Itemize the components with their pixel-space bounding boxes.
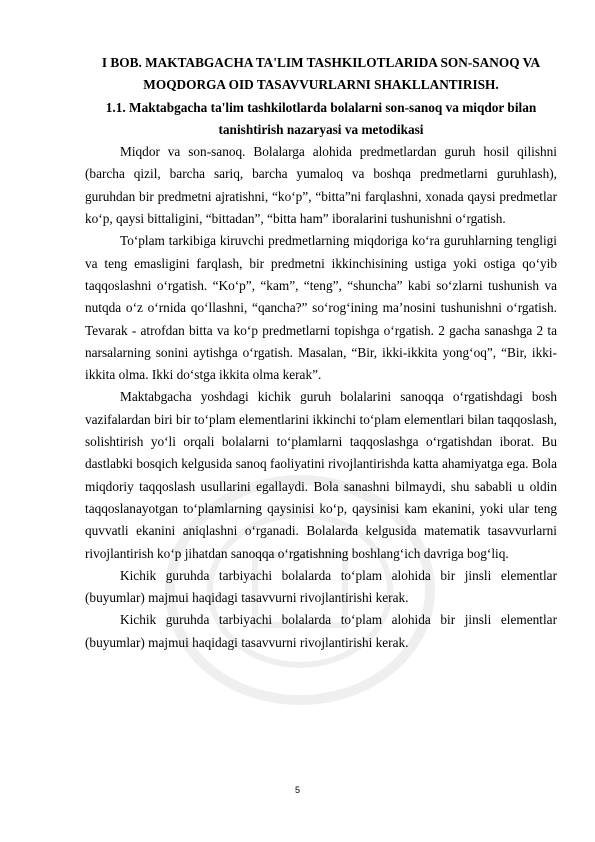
paragraph-4: Kichik guruhda tarbiyachi bolalarda to‘plam alohida bir jinsli elementlar (buyumlar) majmui haqidagi tasavvurni rivojlantirishi kerak.	[85, 567, 557, 606]
paragraph-3: Maktabgacha yoshdagi kichik guruh bolalarini sanoqqa o‘rgatishdagi bosh vazifalardan biri bir to‘plam elementlarini ikkinchi to‘plam elementlari bilan taqqoslash, solishtirish yo‘li orqali bolalarni to‘plamlarni taqqoslashga o‘rgatishdan iborat. Bu dastlabki bosqich kelgusida sanoq faoliyatini rivojlantirishda katta ahamiyatga ega. Bola miqdoriy taqqoslash usullarini egallaydi. Bola sanashni bilmaydi, shu sababli u oldin taqqoslanayotgan to‘plamlarning qaysinisi ko‘p, qaysinisi kam ekanini, yoki ular teng quvvatli ekanini aniqlashni o‘rganadi. Bolalarda kelgusida matematik tasavvurlarni rivojlantirish ko‘p jihatdan sanoqqa o‘rgatishning boshlang‘ich davriga bog‘liq.	[85, 389, 557, 561]
document-page	[85, 52, 557, 654]
page-number: 5	[294, 785, 300, 795]
paragraph-1: Miqdor va son-sanoq. Bolalarga alohida predmetlardan guruh hosil qilishni (barcha qizil, barcha sariq, barcha yumaloq va boshqa predmetlarni guruhlash), guruhdan bir predmetni ajratishni, “ko‘p”, “bitta”ni farqlashni, xonada qaysi predmetlar ko‘p, qaysi bittaligini, “bittadan”, “bitta ham” iboralarini tushunishni o‘rgatish.	[85, 144, 557, 227]
chapter-title: I BOB. MAKTABGACHA TA'LIM TASHKILOTLARIDA SON-SANOQ VA MOQDORGA OID TASAVVURLARNI SHAKLLANTIRISH.	[101, 55, 541, 93]
paragraph-5: Kichik guruhda tarbiyachi bolalarda to‘plam alohida bir jinsli elementlar (buyumlar) majmui haqidagi tasavvurni rivojlantirishi kerak.	[85, 612, 557, 650]
paragraph-2: To‘plam tarkibiga kiruvchi predmetlarning miqdoriga ko‘ra guruhlarning tengligi va teng emasligini farqlash, bir predmetni ikkinchisining ustiga yoki ostiga qo‘yib taqqoslashni o‘rgatish. “Ko‘p”, “kam”, “teng”, “shuncha” kabi so‘zlarni tushunish va nutqda o‘z o‘rnida qo‘llashni, “qancha?” so‘rog‘ining ma’nosini tushunishni o‘rgatish. Tevarak - atrofdan bitta va ko‘p predmetlarni topishga o‘rgatish. 2 gacha sanashga 2 ta narsalarning sonini aytishga o‘rgatish. Masalan, “Bir, ikki-ikkita yong‘oq”, “Bir, ikki-ikkita olma. Ikki do‘stga ikkita olma kerak”.	[85, 233, 557, 383]
section-title: 1.1. Maktabgacha ta'lim tashkilotlarda bolalarni son-sanoq va miqdor bilan tanishtirish nazaryasi va metodikasi	[105, 99, 537, 137]
